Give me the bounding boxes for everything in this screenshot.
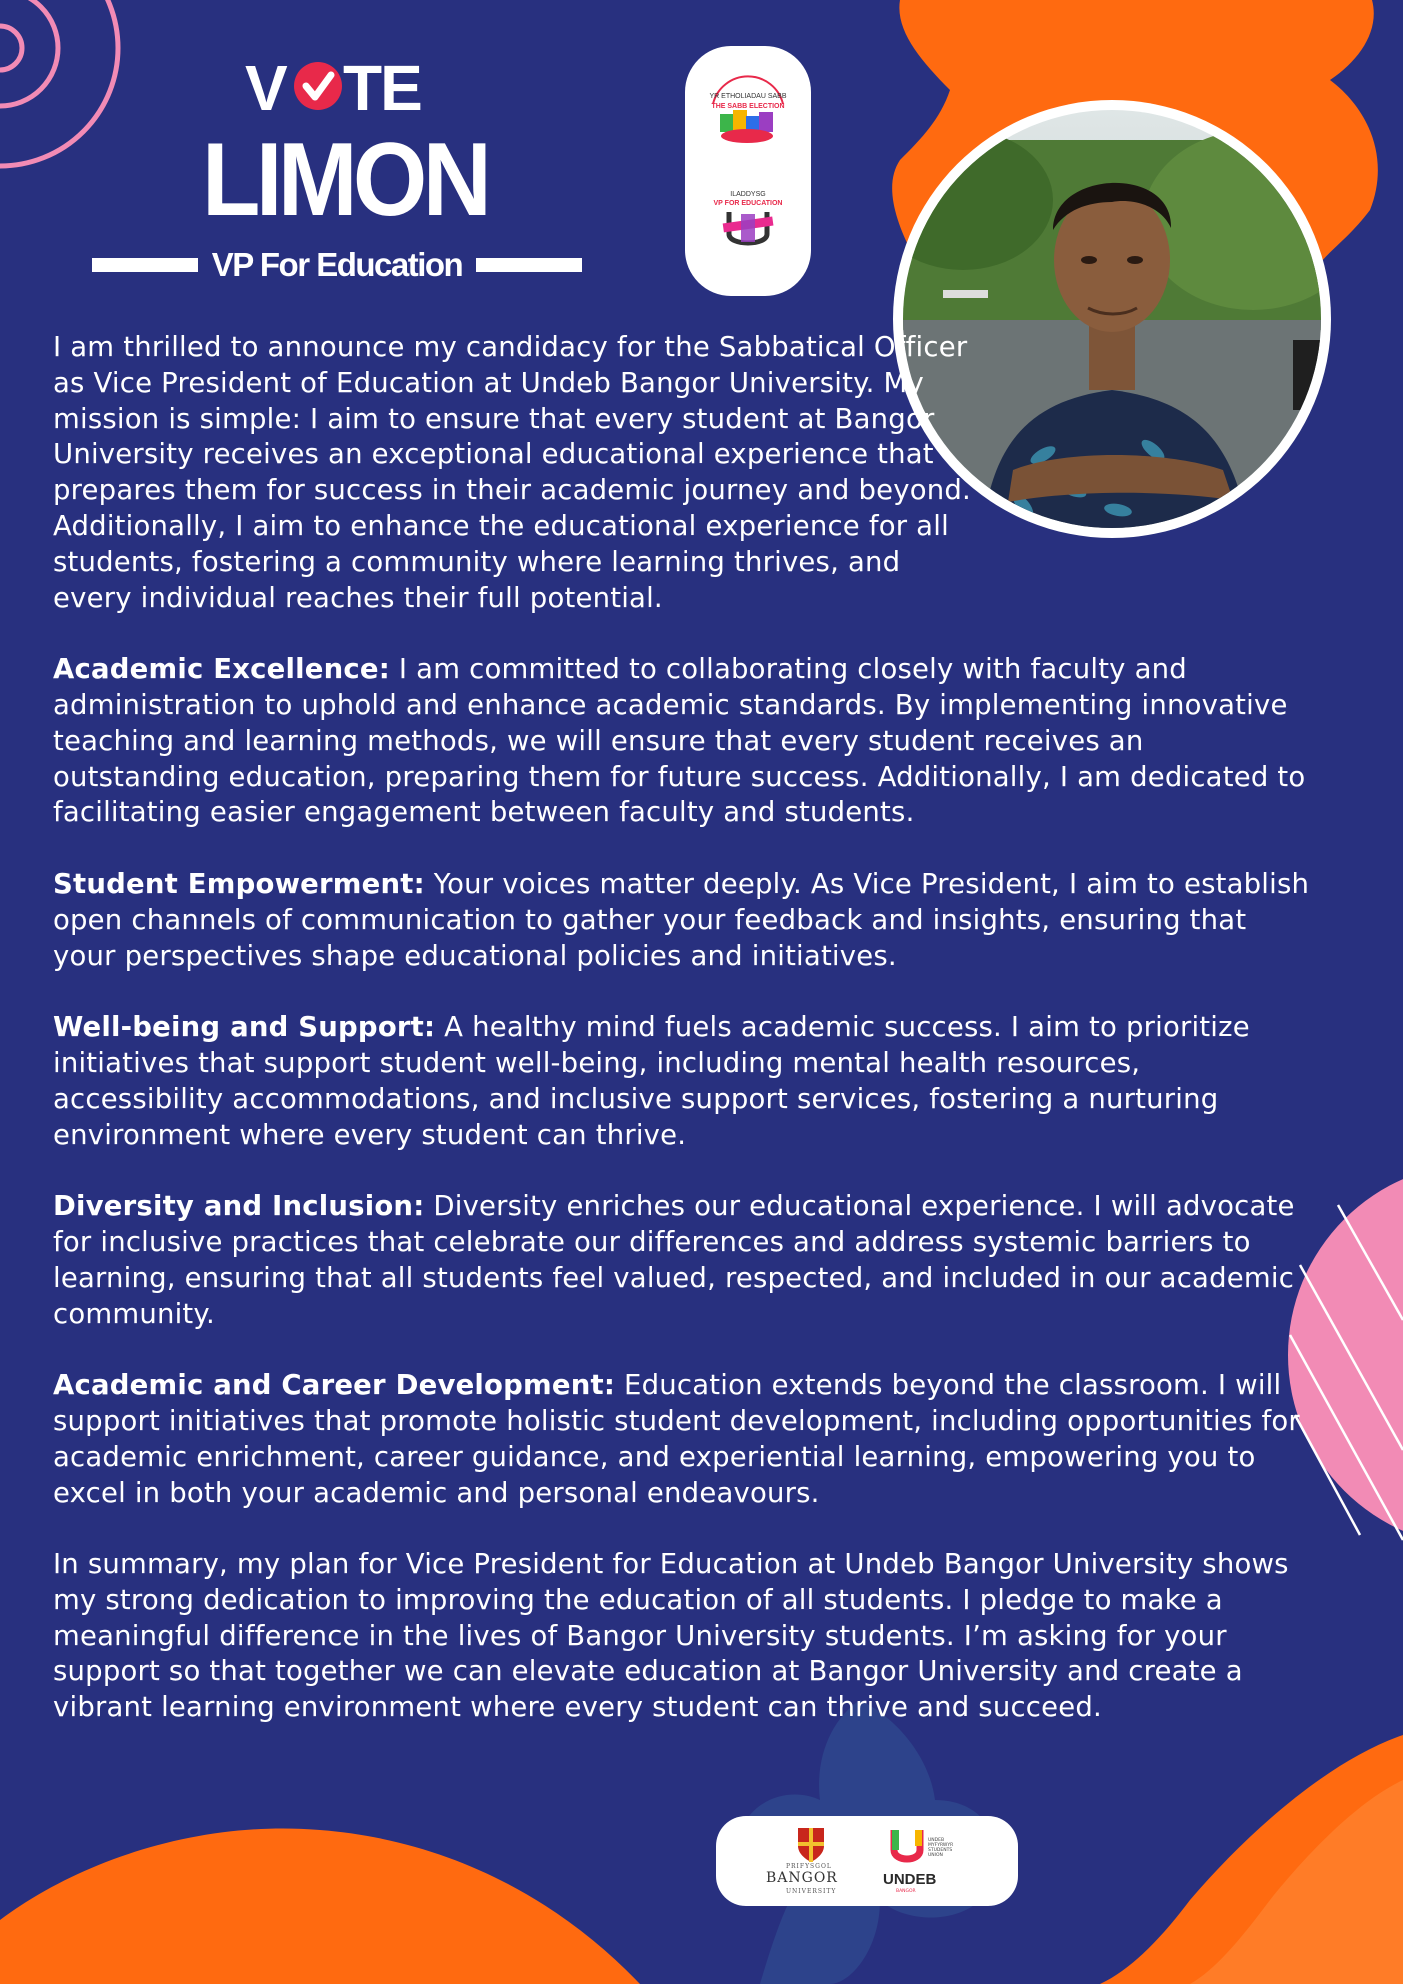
footer-logos — [716, 1816, 1018, 1906]
svg-text:YR ETHOLIADAU SABB: YR ETHOLIADAU SABB — [709, 93, 787, 100]
students-union-label: UNDEB MYFYRWYR STUDENTS UNION — [928, 1838, 954, 1858]
svg-text:VP FOR EDUCATION: VP FOR EDUCATION — [713, 200, 783, 207]
pink-arcs-decoration — [0, 0, 118, 166]
manifesto-body — [53, 330, 1313, 1762]
election-badge — [685, 46, 811, 296]
undeb-name: UNDEB — [883, 1871, 937, 1888]
section-heading: Student Empowerment: — [53, 867, 425, 900]
divider-right — [476, 258, 582, 272]
section-body: Education extends beyond the classroom. I will support initiatives that promote holistic student development, including opportunities for academic enrichment, career guidance, and experiential learning, empowering you to excel in both your academic and personal endeavours. — [53, 1369, 1300, 1509]
divider-left — [92, 258, 198, 272]
section-heading: Academic Excellence: — [53, 653, 390, 686]
summary-paragraph: In summary, my plan for Vice President for Education at Undeb Bangor University shows my strong dedication to improving the education of all students. I pledge to make a meaningful difference in the lives of Bangor University students. I’m asking for your support so that together we can elevate education at Bangor University and create a vibrant learning environment where every student can thrive and succeed. — [53, 1548, 1289, 1724]
vote-wordmark — [245, 52, 435, 122]
svg-text:TE: TE — [343, 52, 421, 122]
svg-text:V: V — [245, 52, 286, 122]
section-body: I am committed to collaborating closely with faculty and administration to uphold and enhance academic standards. By implementing innovative teaching and learning methods, we will ensure that every student receives an outstanding education, preparing them for future success. Additionally, I am dedicated to facilitating easier engagement between faculty and students. — [53, 653, 1306, 829]
undeb-sub-label: BANGOR — [896, 1889, 916, 1894]
section-academic-career-development — [53, 1368, 1313, 1511]
orange-wave-bottom-left-decoration — [0, 1828, 640, 1984]
section-heading: Diversity and Inclusion: — [53, 1190, 425, 1223]
section-body: A healthy mind fuels academic success. I aim to prioritize initiatives that support student well-being, including mental health resources, accessibility accommodations, and inclusive support services, fostering a nurturing environment where every student can thrive. — [53, 1011, 1250, 1151]
crest-icons — [716, 1816, 1018, 1906]
svg-text:ILADDYSG: ILADDYSG — [730, 191, 766, 198]
sabb-elections-logo — [709, 76, 786, 143]
candidate-name: LIMON — [202, 122, 488, 238]
section-student-empowerment — [53, 867, 1313, 974]
sabb-election-logos — [685, 46, 811, 296]
bangor-bottom-label: UNIVERSITY — [786, 1888, 837, 1895]
section-well-being-support — [53, 1010, 1313, 1153]
bangor-university-name: BANGOR — [766, 1870, 838, 1886]
role-banner — [92, 245, 582, 285]
bangor-crest-icon — [798, 1828, 824, 1862]
section-diversity-inclusion — [53, 1189, 1313, 1332]
checkmark-icon — [294, 62, 342, 110]
bangor-top-label: PRIFYSGOL — [786, 1863, 832, 1870]
intro-paragraph: I am thrilled to announce my candidacy for the Sabbatical Officer as Vice President of Education at Undeb Bangor University. My mission is simple: I aim to ensure that every student at Bangor University receives an exceptional educational experience that prepares them for success in their academic journey and beyond. Additionally, I aim to enhance the educational experience for all students, fostering a community where learning thrives, and every individual reaches their full potential. — [53, 331, 971, 614]
undeb-logo-icon — [892, 1830, 922, 1859]
section-academic-excellence — [53, 652, 1313, 831]
section-body: Diversity enriches our educational experience. I will advocate for inclusive practices that celebrate our differences and address systemic barriers to learning, ensuring that all students feel valued, respected, and included in our academic community. — [53, 1190, 1295, 1330]
section-heading: Academic and Career Development: — [53, 1369, 616, 1402]
vp-education-logo — [714, 191, 783, 243]
role-title: VP For Education — [211, 246, 463, 283]
section-body: Your voices matter deeply. As Vice President, I aim to establish open channels of communication to gather your feedback and insights, ensuring that your perspectives shape educational policies and initiatives. — [53, 867, 1310, 972]
svg-text:THE SABB ELECTION: THE SABB ELECTION — [711, 103, 785, 110]
section-heading: Well-being and Support: — [53, 1011, 436, 1044]
